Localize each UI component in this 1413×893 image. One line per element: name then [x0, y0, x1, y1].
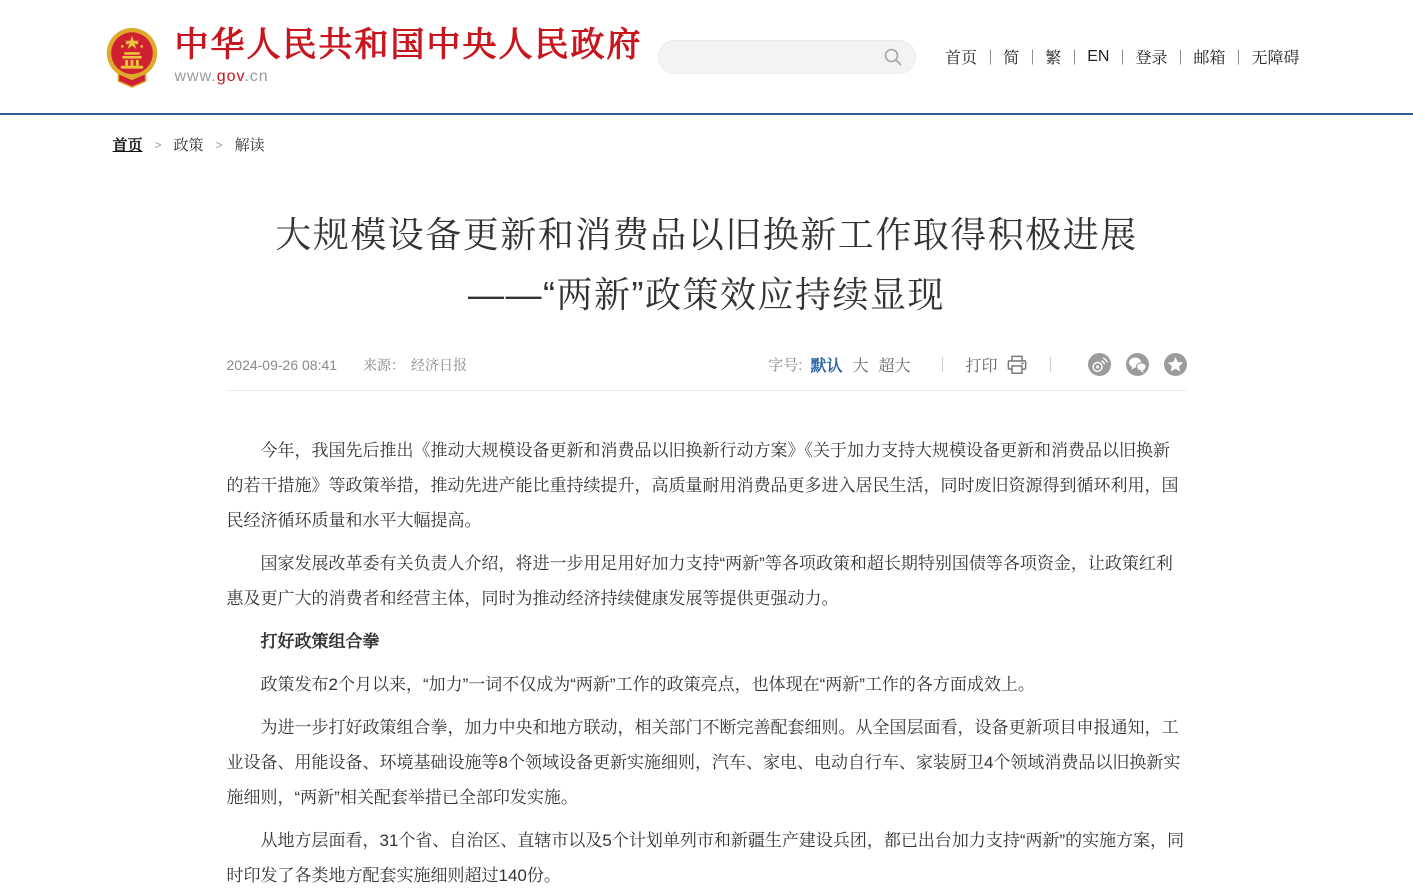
- font-size-xlarge-button[interactable]: 超大: [878, 358, 911, 375]
- site-url-cn: .cn: [244, 68, 269, 86]
- site-url-gov: gov: [216, 68, 245, 86]
- wechat-icon: [1126, 353, 1149, 376]
- star-share-icon: [1164, 353, 1187, 376]
- font-size-large-button[interactable]: 大: [852, 358, 869, 375]
- print-button[interactable]: [965, 353, 1027, 376]
- article-source-label: 来源：: [363, 356, 406, 373]
- breadcrumb-interpretation[interactable]: 解读: [234, 137, 265, 154]
- breadcrumb-separator-icon: >: [215, 137, 223, 152]
- nav-link-home[interactable]: 首页: [945, 50, 978, 67]
- print-label: 打印: [965, 358, 998, 375]
- font-size-default-button[interactable]: 默认: [810, 358, 843, 375]
- article-paragraph: 国家发展改革委有关负责人介绍，将进一步用足用好加力支持“两新”等各项政策和超长期特别国债等各项资金，让政策红利惠及更广大的消费者和经营主体，同时为推动经济持续健康发展等提供更强动力。: [226, 554, 1173, 608]
- printer-icon: [1006, 355, 1028, 375]
- article-paragraph: 从地方层面看，31个省、自治区、直辖市以及5个计划单列市和新疆生产建设兵团，都已出台加力支持“两新”的实施方案，同时印发了各类地方配套实施细则超过140份。: [226, 831, 1185, 885]
- weibo-icon: [1088, 353, 1111, 376]
- nav-link-english[interactable]: EN: [1074, 48, 1122, 66]
- national-emblem-icon: [101, 25, 163, 89]
- breadcrumb: [107, 115, 1307, 155]
- article-source-name: 经济日报: [411, 356, 468, 373]
- breadcrumb-home[interactable]: 首页: [112, 137, 143, 154]
- share-favorite-button[interactable]: [1164, 353, 1187, 376]
- article: [227, 205, 1187, 893]
- article-paragraph: 为进一步打好政策组合拳，加力中央和地方联动，相关部门不断完善配套细则。从全国层面看，设备更新项目申报通知，工业设备、用能设备、环境基础设施等8个领域设备更新实施细则，汽车、家电、电动自行车、家装厨卫4个领域消费品以旧换新实施细则，“两新”相关配套举措已全部印发实施。: [226, 718, 1181, 807]
- breadcrumb-separator-icon: >: [154, 137, 162, 152]
- article-title-line2: ——“两新”政策效应持续显现: [468, 274, 945, 315]
- article-title: [227, 205, 1187, 325]
- site-title: 中华人民共和国中央人民政府: [174, 25, 643, 64]
- article-meta-row: [227, 353, 1187, 391]
- search-button[interactable]: [883, 47, 903, 67]
- toolbar-divider: [942, 357, 943, 372]
- article-body: [227, 433, 1187, 893]
- article-title-line1: 大规模设备更新和消费品以旧换新工作取得积极进展: [275, 214, 1138, 255]
- nav-link-login[interactable]: 登录: [1122, 45, 1180, 68]
- nav-link-accessibility[interactable]: 无障碍: [1238, 45, 1312, 68]
- breadcrumb-policy[interactable]: 政策: [173, 137, 204, 154]
- nav-link-simplified[interactable]: 简: [990, 45, 1032, 68]
- search-input[interactable]: [675, 48, 883, 66]
- search-box: [658, 40, 916, 74]
- search-icon: [883, 47, 903, 67]
- toolbar-divider: [1050, 357, 1051, 372]
- article-meta-left: [227, 355, 468, 375]
- site-header: [0, 0, 1413, 113]
- share-group: [1073, 353, 1187, 376]
- top-nav: [932, 45, 1312, 68]
- site-url-www: www.: [174, 68, 217, 86]
- share-weibo-button[interactable]: [1088, 353, 1111, 376]
- nav-link-mailbox[interactable]: 邮箱: [1180, 45, 1238, 68]
- site-url: [175, 68, 643, 86]
- article-date: 2024-09-26 08:41: [226, 356, 338, 373]
- article-toolbar: [768, 353, 1186, 376]
- article-paragraph: 今年，我国先后推出《推动大规模设备更新和消费品以旧换新行动方案》《关于加力支持大规模设备更新和消费品以旧换新的若干措施》等政策举措，推动先进产能比重持续提升，高质量耐用消费品更多进入居民生活，同时废旧资源得到循环利用，国民经济循环质量和水平大幅提高。: [226, 441, 1179, 530]
- share-wechat-button[interactable]: [1126, 353, 1149, 376]
- nav-link-traditional[interactable]: 繁: [1032, 45, 1074, 68]
- site-logo[interactable]: [101, 25, 643, 89]
- article-paragraph: 政策发布2个月以来，“加力”一词不仅成为“两新”工作的政策亮点，也体现在“两新”工作的各方面成效上。: [260, 675, 1035, 694]
- article-section-subtitle: 打好政策组合拳: [260, 632, 380, 651]
- font-size-label: 字号:: [768, 357, 803, 374]
